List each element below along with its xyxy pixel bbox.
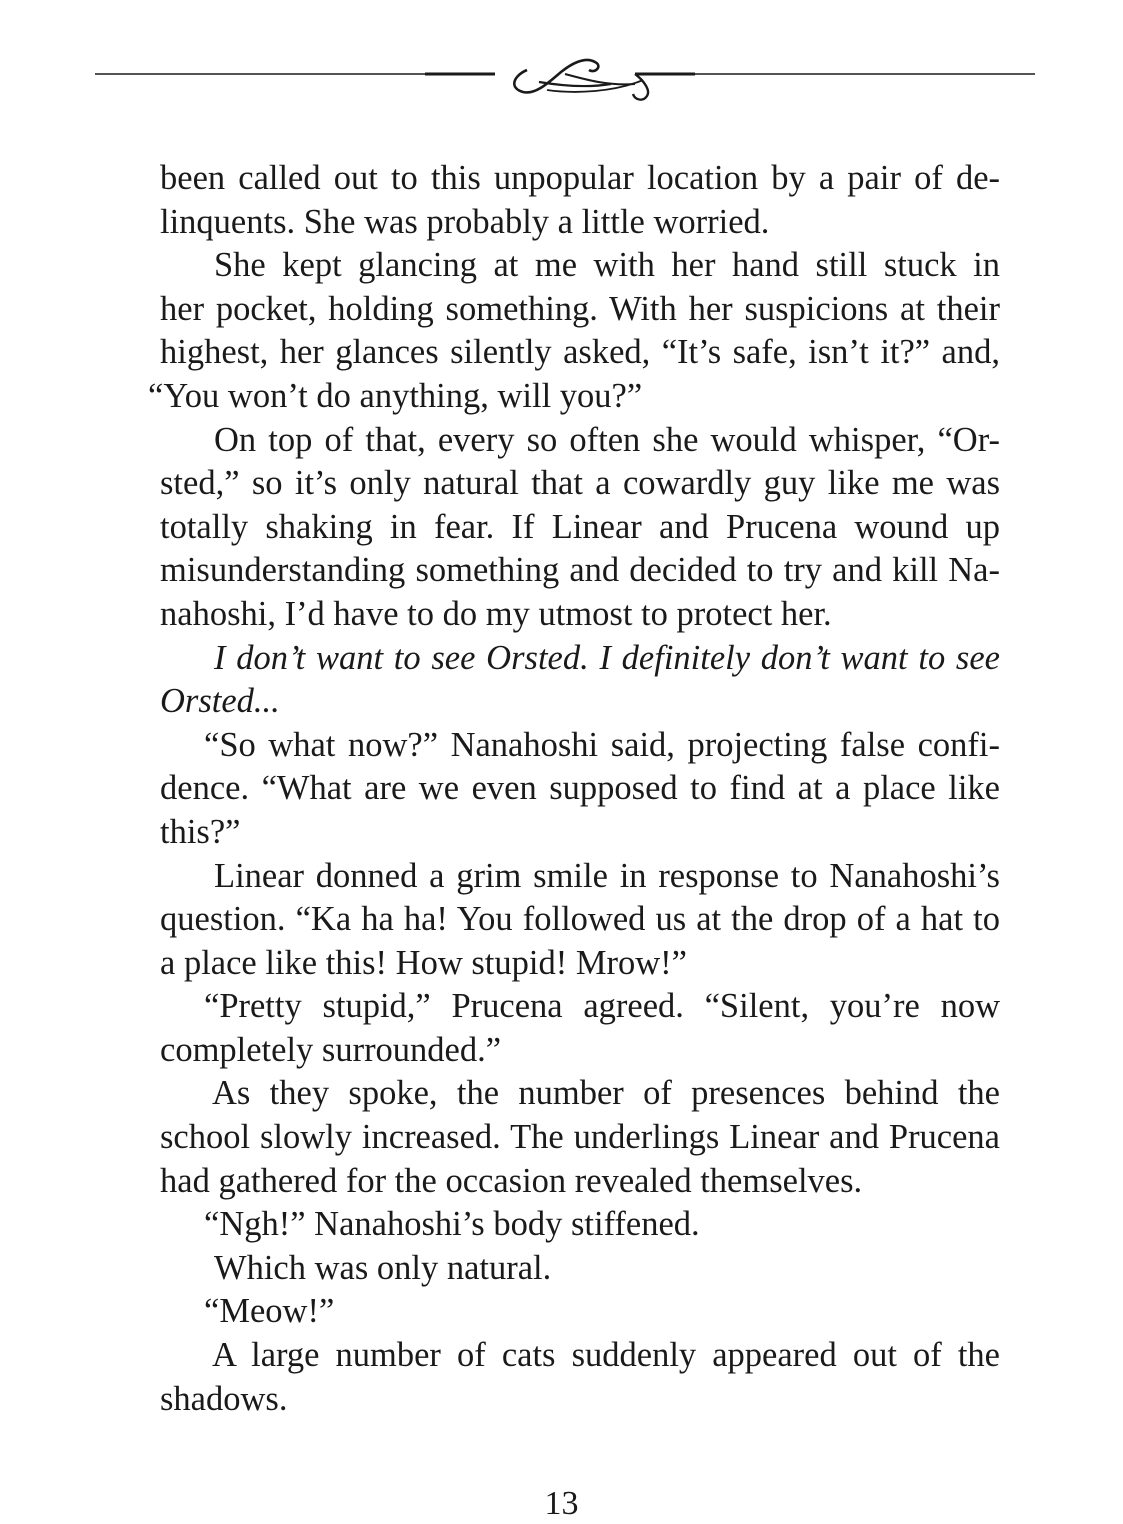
- text-line: sted,” so it’s only natural that a cowardly guy like me was: [160, 464, 1000, 503]
- text-line: been called out to this unpopular location by a pair of de-: [160, 159, 1000, 197]
- chapter-divider-ornament: [95, 50, 1035, 110]
- italic-text-line: I don’t want to see Orsted. I definitely don’t want to see: [214, 638, 1000, 677]
- text-line: linquents. She was probably a little worried.: [160, 202, 770, 241]
- text-line: question. “Ka ha ha! You followed us at the drop of a hat to: [160, 900, 1000, 939]
- text-line: school slowly increased. The underlings Linear and Prucena: [160, 1118, 1000, 1157]
- body-text: [148, 157, 1000, 1421]
- text-line: totally shaking in fear. If Linear and Prucena wound up: [160, 507, 1000, 546]
- page-number: 13: [544, 1485, 579, 1522]
- text-line: “Meow!”: [204, 1292, 335, 1331]
- text-line: shadows.: [160, 1379, 288, 1418]
- text-line: Linear donned a grim smile in response to Nanahoshi’s: [214, 856, 1000, 895]
- text-line: this?”: [160, 812, 241, 851]
- text-line: “Ngh!” Nanahoshi’s body stiffened.: [204, 1205, 700, 1244]
- text-line: her pocket, holding something. With her suspicions at their: [160, 289, 1000, 328]
- text-line: misunderstanding something and decided to try and kill Na-: [160, 551, 1000, 590]
- text-line: had gathered for the occasion revealed themselves.: [160, 1161, 863, 1200]
- text-line: A large number of cats suddenly appeared out of the: [212, 1336, 1000, 1375]
- text-line: Which was only natural.: [214, 1248, 552, 1287]
- text-line: She kept glancing at me with her hand still stuck in: [214, 246, 1000, 285]
- text-line: highest, her glances silently asked, “It’s safe, isn’t it?” and,: [160, 333, 1000, 372]
- text-line: dence. “What are we even supposed to find at a place like: [160, 769, 1000, 808]
- text-line: On top of that, every so often she would whisper, “Or-: [214, 420, 1000, 459]
- text-line: As they spoke, the number of presences behind the: [212, 1074, 1000, 1113]
- text-line: nahoshi, I’d have to do my utmost to protect her.: [160, 594, 832, 633]
- text-line: “You won’t do anything, will you?”: [148, 376, 643, 415]
- italic-text-line: Orsted...: [160, 682, 280, 721]
- text-line: “Pretty stupid,” Prucena agreed. “Silent, you’re now: [204, 987, 1000, 1026]
- text-line: a place like this! How stupid! Mrow!”: [160, 943, 687, 982]
- text-line: “So what now?” Nanahoshi said, projecting false confi-: [204, 725, 1000, 764]
- text-line: completely surrounded.”: [160, 1030, 502, 1069]
